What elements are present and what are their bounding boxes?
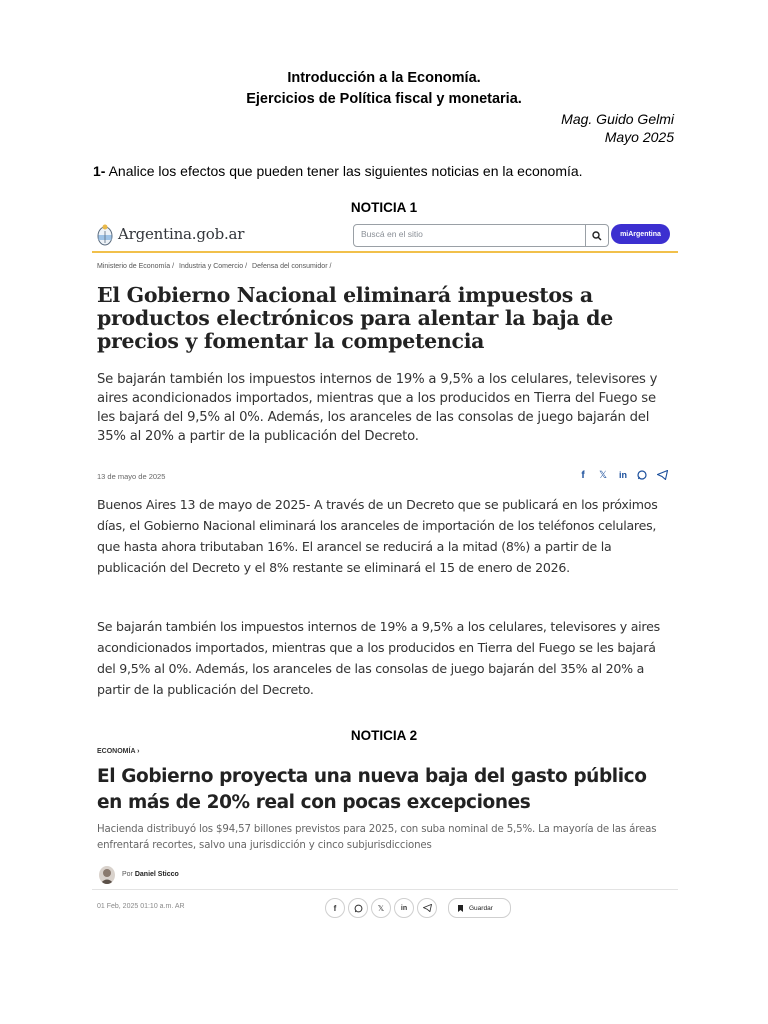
search-icon <box>592 231 602 241</box>
x-icon[interactable]: 𝕏 <box>598 469 608 481</box>
question-number: 1- <box>93 163 106 179</box>
noticia-1-label: NOTICIA 1 <box>350 200 418 215</box>
argentina-shield-logo-icon[interactable] <box>95 223 115 247</box>
document-subtitle: Ejercicios de Política fiscal y monetaria. <box>246 91 522 107</box>
site-header <box>92 218 678 253</box>
search-button[interactable] <box>585 225 608 246</box>
breadcrumb-item-defensa[interactable]: Defensa del consumidor / <box>252 263 332 270</box>
whatsapp-icon[interactable] <box>635 468 649 482</box>
divider <box>92 889 678 890</box>
document-title: Introducción a la Economía. <box>287 70 481 86</box>
article-date: 01 Feb, 2025 01:10 a.m. AR <box>97 903 185 910</box>
question-1 <box>93 163 583 179</box>
breadcrumb-item-industria[interactable]: Industria y Comercio / <box>179 263 248 270</box>
article-title: El Gobierno Nacional eliminará impuestos a productos electrónicos para alentar la baja de precios y fomentar la competencia <box>97 283 613 353</box>
author-avatar[interactable] <box>99 866 115 884</box>
article-lead: Se bajarán también los impuestos internos de 19% a 9,5% a los celulares, televisores y aires acondicionados importados, mientras que a los producidos en Tierra del Fuego se les bajará del 9,5% al 0%. Además, los aranceles de las consolas de juego bajarán del 35% al 20% a partir de la publicación del Decreto. <box>97 372 658 444</box>
telegram-icon[interactable] <box>417 898 437 918</box>
author-name-link[interactable]: Daniel Sticco <box>134 871 179 878</box>
facebook-icon[interactable]: f <box>581 469 585 481</box>
site-search <box>353 224 609 247</box>
breadcrumb <box>97 263 334 270</box>
document-author: Mag. Guido Gelmi <box>561 111 674 127</box>
facebook-icon[interactable]: f <box>325 898 345 918</box>
noticia-2-label: NOTICIA 2 <box>350 728 418 743</box>
miargentina-button[interactable]: miArgentina <box>611 224 670 244</box>
article-date: 13 de mayo de 2025 <box>97 472 166 481</box>
noticia-2-article <box>92 744 678 920</box>
section-link[interactable]: ECONOMÍA › <box>97 748 140 755</box>
bookmark-icon <box>458 905 463 912</box>
article-paragraph-1: Buenos Aires 13 de mayo de 2025- A través de un Decreto que se publicará en los próximos días, el Gobierno Nacional eliminará los aranceles de importación de los teléfonos celulares, que hasta ahora tributaban 16%. El arancel se reducirá a la mitad (8%) a partir de la publicación del Decreto y el 8% restante se eliminará el 15 de enero de 2026. <box>97 497 658 575</box>
search-input[interactable] <box>361 229 581 239</box>
question-text: Analice los efectos que pueden tener las siguientes noticias en la economía. <box>105 163 583 179</box>
document-date: Mayo 2025 <box>604 129 674 145</box>
linkedin-icon[interactable]: in <box>619 470 627 480</box>
article-lead: Hacienda distribuyó los $94,57 billones previstos para 2025, con suba nominal de 5,5%. La mayoría de las áreas enfrentará recortes, salvo una jurisdicción y cinco subjurisdicciones <box>97 824 657 851</box>
whatsapp-icon[interactable] <box>348 898 368 918</box>
save-button[interactable] <box>448 898 511 918</box>
article-author: Por Daniel Sticco <box>122 871 179 878</box>
telegram-icon[interactable] <box>655 468 669 482</box>
breadcrumb-item-economia[interactable]: Ministerio de Economía / <box>97 263 175 270</box>
linkedin-icon[interactable]: in <box>394 898 414 918</box>
article-paragraph-2: Se bajarán también los impuestos internos de 19% a 9,5% a los celulares, televisores y aires acondicionados importados, mientras que a los producidos en Tierra del Fuego se les bajará del 9,5% al 0%. Además, los aranceles de las consolas de juego bajarán del 35% al 20% a partir de la publicación del Decreto. <box>97 619 660 697</box>
x-icon[interactable]: 𝕏 <box>371 898 391 918</box>
site-logo-text[interactable]: Argentina.gob.ar <box>118 225 245 243</box>
noticia-1-article <box>92 218 678 698</box>
save-label: Guardar <box>469 904 493 912</box>
article-title: El Gobierno proyecta una nueva baja del gasto público en más de 20% real con pocas excepciones <box>97 766 647 813</box>
